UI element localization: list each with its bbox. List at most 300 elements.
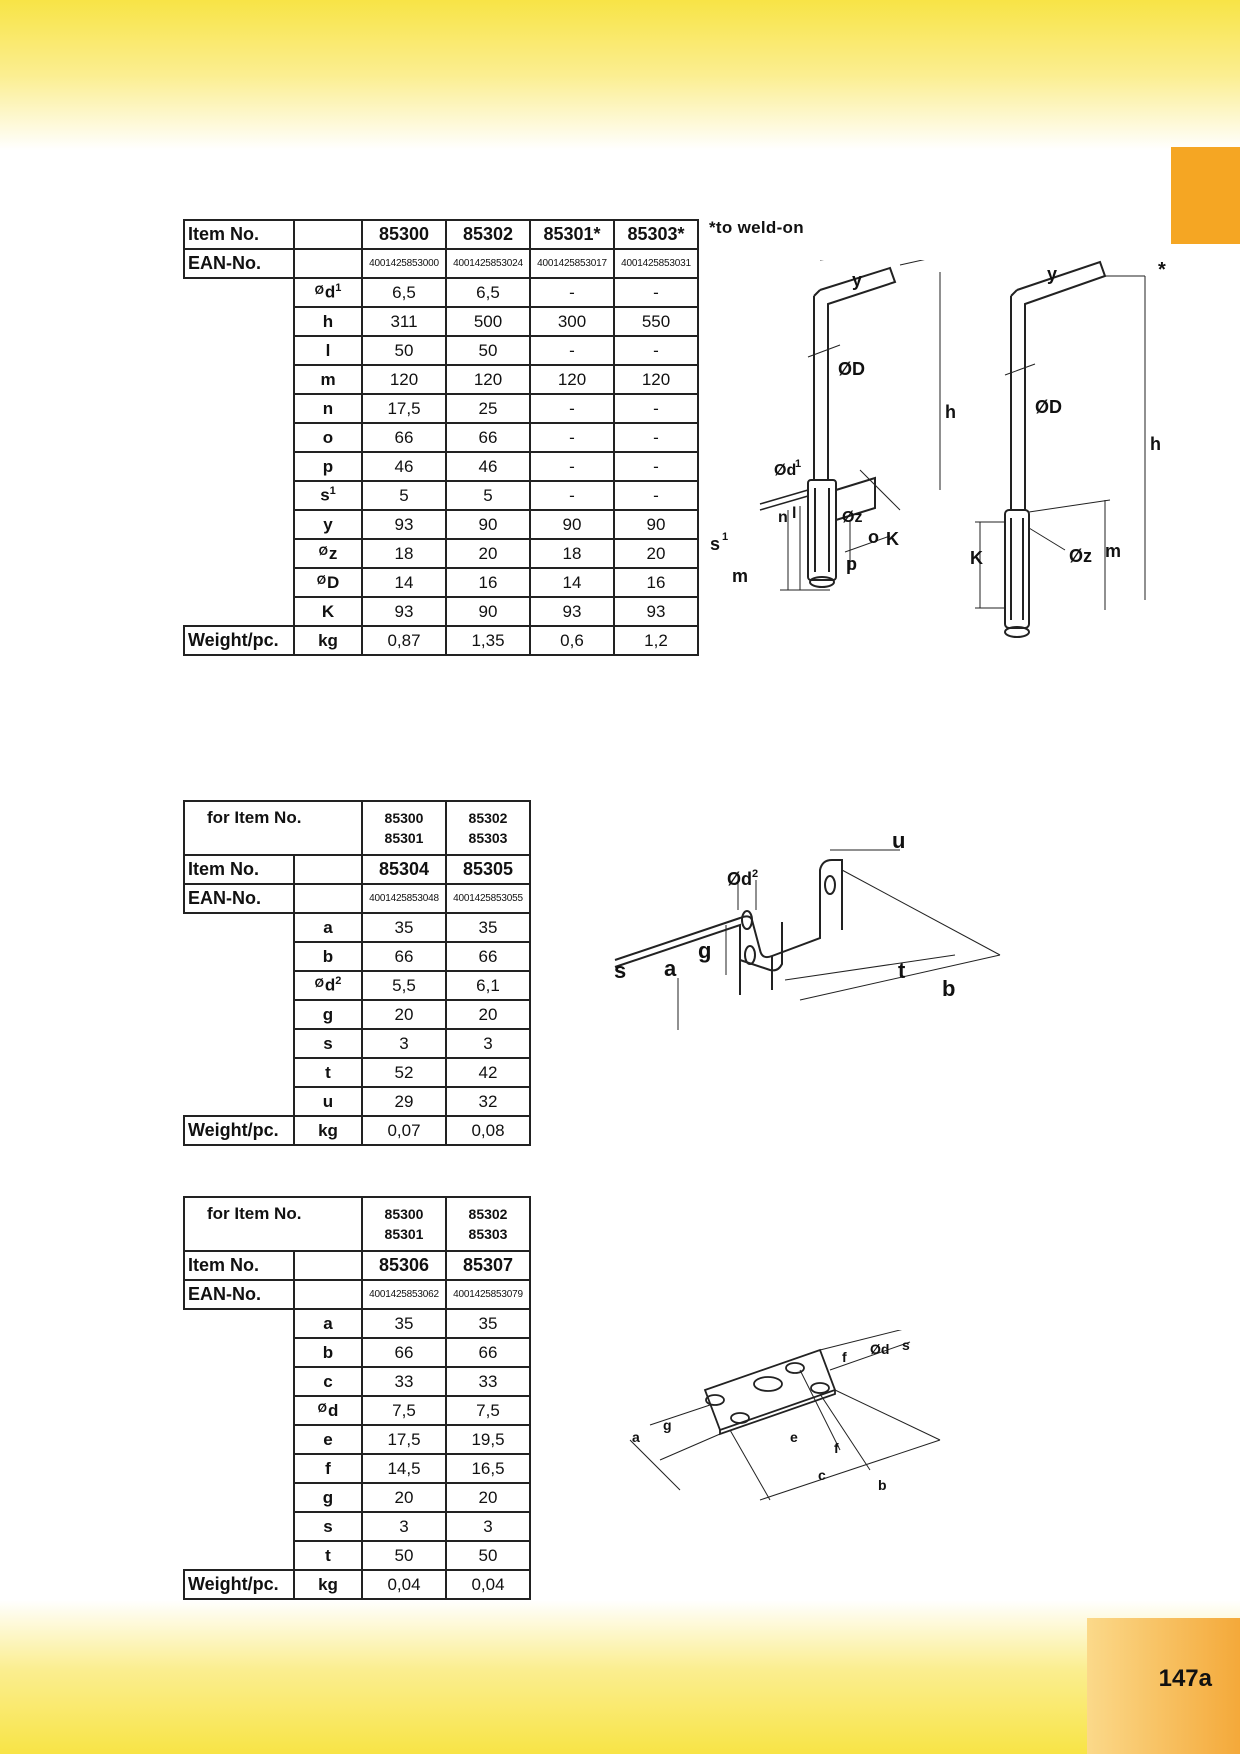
dim-label: f: [834, 1440, 839, 1456]
ean-label: EAN-No.: [184, 1280, 294, 1309]
dimension-value: 66: [362, 423, 446, 452]
dimension-value: 5,5: [362, 971, 446, 1000]
dimension-value: 6,5: [362, 278, 446, 307]
dimension-value: 17,5: [362, 1425, 446, 1454]
ean-label: EAN-No.: [184, 249, 294, 278]
dimension-value: 120: [614, 365, 698, 394]
dimension-letter: K: [321, 601, 335, 621]
dimension-symbol: [294, 1541, 362, 1570]
dimension-symbol: [294, 336, 362, 365]
empty-cell: [184, 568, 294, 597]
dimension-value: 66: [362, 942, 446, 971]
dimension-symbol: [294, 1483, 362, 1512]
dimension-symbol: [294, 1425, 362, 1454]
dimension-value: -: [530, 336, 614, 365]
top-gradient-band: [0, 0, 1240, 150]
for-item-number: 85301: [384, 1226, 424, 1242]
dimension-value: 93: [530, 597, 614, 626]
dimension-value: 50: [446, 336, 530, 365]
dim-label: c: [818, 1467, 826, 1483]
weight-unit: kg: [294, 1116, 362, 1145]
for-item-numbers: [362, 801, 446, 855]
orange-section-tab: [1171, 147, 1240, 244]
weight-value: 0,6: [530, 626, 614, 655]
dimension-letter: y: [323, 514, 333, 534]
dimension-symbol: [294, 307, 362, 336]
item-number: 85304: [362, 855, 446, 884]
for-item-number: 85303: [468, 830, 508, 846]
empty-cell: [294, 220, 362, 249]
dim-label: Ød: [774, 462, 797, 479]
diameter-symbol: Ø: [314, 282, 324, 297]
dimension-value: 17,5: [362, 394, 446, 423]
dimension-letter: t: [325, 1545, 331, 1565]
dimension-row: [184, 394, 698, 423]
dimension-value: 20: [362, 1000, 446, 1029]
dimension-value: 29: [362, 1087, 446, 1116]
dim-label: o: [868, 527, 879, 547]
dimension-value: -: [530, 394, 614, 423]
dimension-row: [184, 1396, 530, 1425]
dimension-symbol: [294, 1087, 362, 1116]
item-label: Item No.: [184, 1251, 294, 1280]
dimension-row: [184, 913, 530, 942]
dim-label: g: [698, 938, 712, 963]
dimension-letter: s: [323, 1516, 333, 1536]
hinge-drawing-labels: [710, 270, 956, 586]
dimension-value: 20: [446, 539, 530, 568]
dimension-letter: z: [328, 543, 338, 563]
dimension-value: 5: [362, 481, 446, 510]
dim-label: s: [614, 958, 627, 983]
dimension-letter: m: [320, 369, 336, 389]
dim-label: p: [846, 554, 857, 574]
weight-value: 0,04: [446, 1570, 530, 1599]
dimension-symbol: [294, 971, 362, 1000]
dimension-row: [184, 539, 698, 568]
empty-cell: [294, 855, 362, 884]
dimension-value: 120: [530, 365, 614, 394]
dim-label: h: [1150, 434, 1161, 454]
dimension-value: 35: [362, 913, 446, 942]
ean-row: [184, 249, 698, 278]
dimension-index: 1: [335, 282, 342, 295]
empty-cell: [184, 539, 294, 568]
dimension-symbol: [294, 568, 362, 597]
dimension-row: [184, 1541, 530, 1570]
spec-table-plates: [183, 1196, 531, 1600]
dim-label: l: [792, 505, 797, 522]
dimension-letter: t: [325, 1062, 331, 1082]
dimension-row: [184, 1483, 530, 1512]
dimension-row: [184, 336, 698, 365]
dimension-row: [184, 1029, 530, 1058]
dimension-symbol: [294, 452, 362, 481]
dimension-value: -: [530, 452, 614, 481]
dim-label: a: [664, 956, 677, 981]
ean-number: 4001425853024: [446, 249, 530, 278]
ean-number: 4001425853017: [530, 249, 614, 278]
dim-label: h: [945, 402, 956, 422]
dimension-row: [184, 942, 530, 971]
dimension-letter: s: [320, 485, 330, 505]
dim-label: 1: [722, 531, 729, 543]
dimension-letter: g: [322, 1487, 334, 1507]
bottom-gradient-band: [0, 1600, 1240, 1754]
dimension-letter: b: [322, 1342, 334, 1362]
dimension-row: [184, 307, 698, 336]
empty-cell: [294, 1280, 362, 1309]
weight-label: Weight/pc.: [184, 626, 294, 655]
dimension-value: 66: [446, 1338, 530, 1367]
weight-row: [184, 1116, 530, 1145]
dimension-value: 66: [446, 942, 530, 971]
empty-cell: [184, 481, 294, 510]
item-label: Item No.: [184, 220, 294, 249]
dimension-letter: a: [323, 1313, 333, 1333]
dimension-symbol: [294, 1367, 362, 1396]
dimension-row: [184, 1425, 530, 1454]
empty-cell: [184, 336, 294, 365]
dimension-value: 14,5: [362, 1454, 446, 1483]
for-item-number: 85300: [384, 810, 424, 826]
spec-table-hinges: [183, 219, 699, 656]
dimension-value: 6,5: [446, 278, 530, 307]
dim-label: Øz: [1069, 546, 1093, 566]
dim-label: *: [1158, 260, 1166, 281]
dim-label: m: [732, 566, 749, 586]
dimension-letter: a: [323, 917, 333, 937]
dim-label: b: [878, 1477, 887, 1493]
dimension-row: [184, 365, 698, 394]
weight-value: 0,08: [446, 1116, 530, 1145]
dimension-value: 16,5: [446, 1454, 530, 1483]
dimension-value: -: [614, 481, 698, 510]
weight-value: 0,87: [362, 626, 446, 655]
for-item-number: 85302: [468, 810, 508, 826]
diameter-symbol: Ø: [316, 572, 327, 587]
item-number: 85306: [362, 1251, 446, 1280]
dimension-value: 93: [362, 510, 446, 539]
dimension-value: 20: [362, 1483, 446, 1512]
dim-label: u: [892, 830, 906, 853]
dimension-value: -: [614, 394, 698, 423]
for-item-row: [184, 1197, 530, 1251]
weld-on-hinge-drawing: [965, 260, 1185, 640]
dimension-symbol: [294, 510, 362, 539]
dimension-value: 93: [614, 597, 698, 626]
dim-label: K: [970, 548, 983, 568]
dimension-letter: e: [323, 1429, 333, 1449]
for-item-number: 85302: [468, 1206, 508, 1222]
dimension-row: [184, 1338, 530, 1367]
empty-cell: [184, 1541, 294, 1570]
dimension-value: 18: [362, 539, 446, 568]
dimension-row: [184, 423, 698, 452]
dimension-symbol: [294, 481, 362, 510]
dimension-row: [184, 597, 698, 626]
empty-cell: [184, 452, 294, 481]
dimension-symbol: [294, 1000, 362, 1029]
weld-on-note: *to weld-on: [709, 218, 804, 237]
dimension-row: [184, 1367, 530, 1396]
dim-label: m: [1105, 541, 1122, 561]
dim-label: ØD: [1035, 397, 1062, 417]
dimension-value: -: [614, 423, 698, 452]
dimension-value: 52: [362, 1058, 446, 1087]
dimension-value: 500: [446, 307, 530, 336]
empty-cell: [184, 1087, 294, 1116]
dimension-letter: d: [324, 282, 336, 302]
dimension-letter: d: [324, 975, 336, 995]
dimension-letter: b: [322, 946, 334, 966]
dimension-value: 6,1: [446, 971, 530, 1000]
item-row: [184, 220, 698, 249]
dim-label: s: [710, 534, 721, 554]
empty-cell: [184, 1483, 294, 1512]
dimension-letter: c: [323, 1371, 333, 1391]
item-label: Item No.: [184, 855, 294, 884]
dimension-value: 42: [446, 1058, 530, 1087]
weight-value: 1,35: [446, 626, 530, 655]
dimension-value: 90: [530, 510, 614, 539]
dim-label: t: [898, 958, 906, 983]
weight-value: 1,2: [614, 626, 698, 655]
item-row: [184, 1251, 530, 1280]
dimension-row: [184, 568, 698, 597]
dimension-value: 3: [362, 1512, 446, 1541]
dim-label: K: [886, 529, 899, 549]
dimension-value: -: [614, 278, 698, 307]
for-item-number: 85300: [384, 1206, 424, 1222]
dimension-value: 550: [614, 307, 698, 336]
ean-row: [184, 884, 530, 913]
weight-value: 0,04: [362, 1570, 446, 1599]
dimension-row: [184, 971, 530, 1000]
dim-label: y: [852, 270, 863, 290]
empty-cell: [184, 1425, 294, 1454]
dim-label: n: [778, 509, 788, 526]
dimension-value: 90: [614, 510, 698, 539]
ean-number: 4001425853031: [614, 249, 698, 278]
item-number: 85303*: [614, 220, 698, 249]
dimension-value: 300: [530, 307, 614, 336]
dimension-value: 66: [362, 1338, 446, 1367]
dimension-row: [184, 481, 698, 510]
empty-cell: [184, 423, 294, 452]
dimension-value: 5: [446, 481, 530, 510]
for-item-label: for Item No.: [184, 1197, 362, 1251]
dimension-row: [184, 1087, 530, 1116]
dimension-value: 33: [446, 1367, 530, 1396]
ean-label: EAN-No.: [184, 884, 294, 913]
dim-label: 1: [795, 458, 802, 470]
dimension-symbol: [294, 365, 362, 394]
spec-table-brackets: [183, 800, 531, 1146]
dim-label: a: [632, 1429, 640, 1445]
dimension-value: 50: [362, 1541, 446, 1570]
ean-number: 4001425853079: [446, 1280, 530, 1309]
dimension-value: 16: [614, 568, 698, 597]
dimension-letter: n: [322, 398, 334, 418]
weight-unit: kg: [294, 626, 362, 655]
empty-cell: [294, 884, 362, 913]
dim-label: ØD: [838, 359, 865, 379]
empty-cell: [184, 278, 294, 307]
dimension-value: 18: [530, 539, 614, 568]
hinge-drawing: [700, 260, 960, 640]
dimension-letter: p: [322, 456, 334, 476]
dimension-symbol: [294, 1338, 362, 1367]
dimension-value: -: [614, 452, 698, 481]
dimension-symbol: [294, 1454, 362, 1483]
dimension-symbol: [294, 278, 362, 307]
dimension-value: 93: [362, 597, 446, 626]
weight-unit: kg: [294, 1570, 362, 1599]
dimension-value: 35: [362, 1309, 446, 1338]
page-number: 147a: [1158, 1665, 1212, 1692]
dimension-symbol: [294, 539, 362, 568]
dimension-value: -: [530, 423, 614, 452]
dimension-value: 16: [446, 568, 530, 597]
dim-label: b: [942, 976, 956, 1001]
dimension-row: [184, 452, 698, 481]
empty-cell: [184, 942, 294, 971]
ean-number: 4001425853055: [446, 884, 530, 913]
dimension-row: [184, 278, 698, 307]
dimension-value: 7,5: [446, 1396, 530, 1425]
dimension-value: 20: [446, 1483, 530, 1512]
empty-cell: [184, 1309, 294, 1338]
for-item-label: for Item No.: [184, 801, 362, 855]
dimension-value: 3: [446, 1512, 530, 1541]
weight-row: [184, 626, 698, 655]
dimension-letter: u: [322, 1091, 334, 1111]
dimension-value: 20: [614, 539, 698, 568]
dimension-value: 14: [362, 568, 446, 597]
dimension-row: [184, 1512, 530, 1541]
empty-cell: [184, 597, 294, 626]
dimension-letter: f: [325, 1458, 331, 1478]
dimension-value: 25: [446, 394, 530, 423]
ean-number: 4001425853048: [362, 884, 446, 913]
dimension-value: 50: [362, 336, 446, 365]
dimension-letter: o: [322, 427, 334, 447]
item-number: 85305: [446, 855, 530, 884]
dimension-symbol: [294, 423, 362, 452]
diameter-symbol: Ø: [318, 543, 328, 558]
empty-cell: [184, 1338, 294, 1367]
dimension-value: 19,5: [446, 1425, 530, 1454]
dimension-value: 50: [446, 1541, 530, 1570]
dimension-value: 46: [446, 452, 530, 481]
item-number: 85301*: [530, 220, 614, 249]
dimension-row: [184, 510, 698, 539]
bracket-drawing-labels: [614, 830, 955, 1001]
dim-label: y: [1047, 264, 1058, 284]
dim-label: 2: [752, 868, 759, 880]
empty-cell: [184, 307, 294, 336]
dimension-value: 120: [362, 365, 446, 394]
dimension-letter: h: [322, 311, 334, 331]
empty-cell: [294, 1251, 362, 1280]
empty-cell: [184, 1396, 294, 1425]
empty-cell: [184, 913, 294, 942]
ean-number: 4001425853000: [362, 249, 446, 278]
empty-cell: [184, 365, 294, 394]
dim-label: e: [790, 1429, 798, 1445]
dimension-value: -: [530, 481, 614, 510]
empty-cell: [184, 1367, 294, 1396]
dimension-index: 1: [329, 485, 336, 498]
empty-cell: [184, 971, 294, 1000]
dimension-value: 90: [446, 510, 530, 539]
item-row: [184, 855, 530, 884]
empty-cell: [184, 510, 294, 539]
dimension-row: [184, 1058, 530, 1087]
dimension-symbol: [294, 394, 362, 423]
diameter-symbol: Ø: [317, 1400, 327, 1415]
dimension-value: 7,5: [362, 1396, 446, 1425]
empty-cell: [184, 1454, 294, 1483]
empty-cell: [184, 1058, 294, 1087]
dim-label: s: [902, 1337, 910, 1353]
dimension-value: 3: [362, 1029, 446, 1058]
dimension-letter: D: [327, 572, 340, 592]
dimension-symbol: [294, 942, 362, 971]
dimension-symbol: [294, 913, 362, 942]
dimension-value: 20: [446, 1000, 530, 1029]
dimension-value: -: [614, 336, 698, 365]
weight-value: 0,07: [362, 1116, 446, 1145]
dimension-letter: l: [325, 340, 331, 360]
empty-cell: [184, 1029, 294, 1058]
dimension-symbol: [294, 1512, 362, 1541]
empty-cell: [184, 1512, 294, 1541]
dimension-value: 35: [446, 1309, 530, 1338]
for-item-number: 85301: [384, 830, 424, 846]
plate-drawing-labels: [632, 1337, 910, 1493]
ean-row: [184, 1280, 530, 1309]
dimension-letter: g: [322, 1004, 334, 1024]
dimension-value: 35: [446, 913, 530, 942]
diameter-symbol: Ø: [314, 975, 324, 990]
dimension-row: [184, 1000, 530, 1029]
for-item-numbers: [446, 1197, 530, 1251]
dimension-value: 32: [446, 1087, 530, 1116]
dimension-symbol: [294, 1029, 362, 1058]
dim-label: Ød: [870, 1341, 890, 1357]
dim-label: Ød: [727, 869, 752, 889]
dimension-value: 46: [362, 452, 446, 481]
dimension-index: 2: [335, 975, 342, 988]
dimension-value: 3: [446, 1029, 530, 1058]
dimension-value: 311: [362, 307, 446, 336]
dimension-row: [184, 1309, 530, 1338]
for-item-row: [184, 801, 530, 855]
dimension-value: -: [530, 278, 614, 307]
dim-label: g: [663, 1417, 672, 1433]
for-item-number: 85303: [468, 1226, 508, 1242]
bracket-drawing: [590, 830, 1010, 1030]
dimension-value: 120: [446, 365, 530, 394]
dimension-value: 90: [446, 597, 530, 626]
dimension-symbol: [294, 1058, 362, 1087]
weight-row: [184, 1570, 530, 1599]
dimension-row: [184, 1454, 530, 1483]
dimension-value: 33: [362, 1367, 446, 1396]
dimension-value: 66: [446, 423, 530, 452]
